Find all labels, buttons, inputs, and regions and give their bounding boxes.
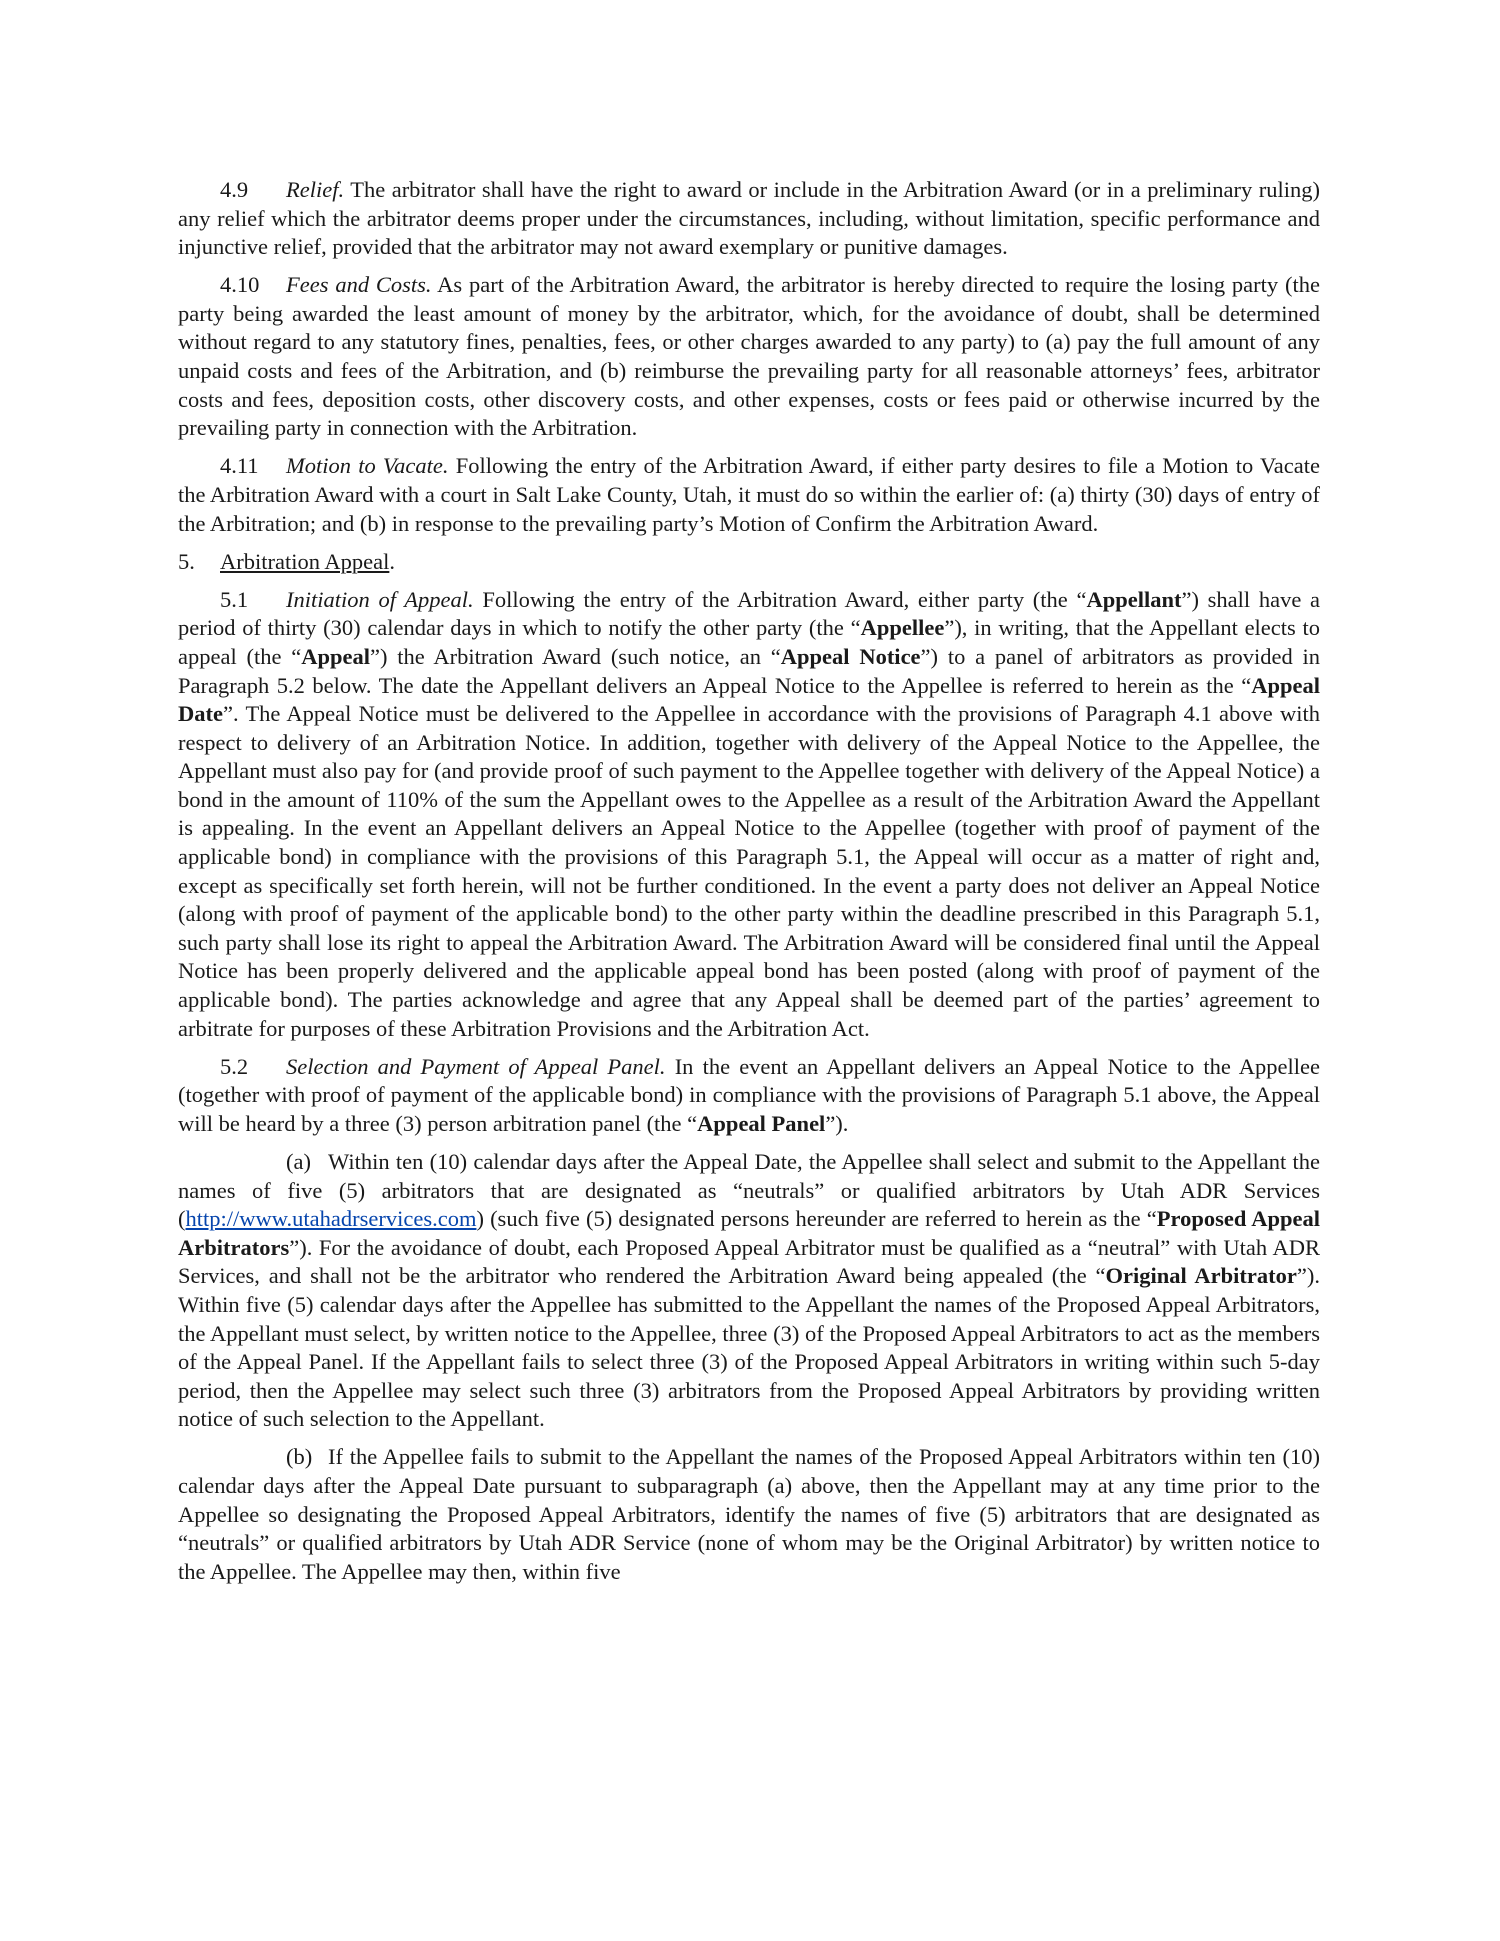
- defined-term: Appeal Panel: [697, 1110, 826, 1136]
- defined-term: Proposed Appeal Arbitrators: [178, 1206, 1320, 1260]
- subparagraph-a: (a) Within ten (10) calendar days after the Appeal Date, the Appellee shall select and submit to the Appellant the names of five (5) arbitrators that are designated as “neutrals” or qualified arbitrators by Utah ADR Services (http://www.utahadrservices.com) (such five (5) designated persons hereunder are referred to herein as the “Proposed Appeal Arbitrators”). For the avoidance of doubt, each Proposed Appeal Arbitrator must be qualified as a “neutral” with Utah ADR Services, and shall not be the arbitrator who rendered the Arbitration Award being appealed (the “Original Arbitrator”). Within five (5) calendar days after the Appellee has submitted to the Appellant the names of the Proposed Appeal Arbitrators, the Appellant must select, by written notice to the Appellee, three (3) of the Proposed Appeal Arbitrators to act as the members of the Appeal Panel. If the Appellant fails to select three (3) of the Proposed Appeal Arbitrators in writing within such 5-day period, then the Appellee may select such three (3) arbitrators from the Proposed Appeal Arbitrators by providing written notice of such selection to the Appellant.: [178, 1149, 1320, 1432]
- paragraph-4-10: [178, 271, 1320, 443]
- section-5-heading: 5. Arbitration Appeal.: [178, 548, 1320, 577]
- paragraph-text: The arbitrator shall have the right to award or include in the Arbitration Award (or in a preliminary ruling) any relief which the arbitrator deems proper under the circumstances, including, without limitation, specific performance and injunctive relief, provided that the arbitrator may not award exemplary or punitive damages.: [178, 177, 1321, 260]
- defined-term: Original Arbitrator: [1105, 1263, 1297, 1289]
- paragraph-heading: Motion to Vacate.: [286, 453, 449, 479]
- paragraph-text: If the Appellee fails to submit to the Appellant the names of the Proposed Appeal Arbitrators within ten (10) calendar days after the Appeal Date pursuant to subparagraph (a) above, then the Appellant may at any time prior to the Appellee so designating the Proposed Appeal Arbitrators, identify the names of five (5) arbitrators that are designated as “neutrals” or qualified arbitrators by Utah ADR Service (none of whom may be the Original Arbitrator) by written notice to the Appellee. The Appellee may then, within five: [178, 1444, 1320, 1584]
- document-body: [178, 176, 1320, 1596]
- defined-term: Appeal Notice: [780, 643, 921, 669]
- paragraph-heading: Selection and Payment of Appeal Panel.: [286, 1053, 666, 1079]
- paragraph-4-9: [178, 176, 1320, 262]
- paragraph-text: Following the entry of the Arbitration Award, if either party desires to file a Motion to Vacate the Arbitration Award with a court in Salt Lake County, Utah, it must do so within the earlier of: (a) thirty (30) days of entry of the Arbitration; and (b) in response to the prevailing party’s Motion of Confirm the Arbitration Award.: [178, 453, 1320, 536]
- subparagraph-label: (a): [286, 1149, 311, 1174]
- section-number: 5.: [178, 548, 195, 574]
- subparagraph-label: (b): [286, 1444, 313, 1470]
- paragraph-heading: Relief.: [286, 177, 345, 202]
- paragraph-4-11: [178, 452, 1320, 538]
- defined-term: Appeal: [301, 643, 371, 669]
- paragraph-number: 5.1: [220, 586, 249, 612]
- paragraph-number: 4.11: [220, 453, 259, 479]
- paragraph-heading: Initiation of Appeal.: [286, 586, 474, 612]
- defined-term: Appeal Date: [178, 672, 1320, 727]
- paragraph-5-1: 5.1 Initiation of Appeal. Following the entry of the Arbitration Award, either party (the “Appellant”) shall have a period of thirty (30) calendar days in which to notify the other party (the “Appellee”), in writing, that the Appellant elects to appeal (the “Appeal”) the Arbitration Award (such notice, an “Appeal Notice”) to a panel of arbitrators as provided in Paragraph 5.2 below. The date the Appellant delivers an Appeal Notice to the Appellee is referred to herein as the “Appeal Date”. The Appeal Notice must be delivered to the Appellee in accordance with the provisions of Paragraph 4.1 above with respect to delivery of an Arbitration Notice. In addition, together with delivery of the Appeal Notice to the Appellee, the Appellant must also pay for (and provide proof of such payment to the Appellee together with delivery of the Appeal Notice) a bond in the amount of 110% of the sum the Appellant owes to the Appellee as a result of the Arbitration Award the Appellant is appealing. In the event an Appellant delivers an Appeal Notice to the Appellee (together with proof of payment of the applicable bond) in compliance with the provisions of this Paragraph 5.1, the Appeal will occur as a matter of right and, except as specifically set forth herein, will not be further conditioned. In the event a party does not deliver an Appeal Notice (along with proof of payment of the applicable bond) to the other party within the deadline prescribed in this Paragraph 5.1, such party shall lose its right to appeal the Arbitration Award. The Arbitration Award will be considered final until the Appeal Notice has been properly delivered and the applicable appeal bond has been posted (along with proof of payment of the applicable bond). The parties acknowledge and agree that any Appeal shall be deemed part of the parties’ agreement to arbitrate for purposes of these Arbitration Provisions and the Arbitration Act.: [178, 586, 1321, 1041]
- paragraph-number: 4.10: [220, 272, 260, 298]
- defined-term: Appellee: [860, 615, 945, 641]
- paragraph-number: 4.9: [220, 177, 249, 202]
- paragraph-text: As part of the Arbitration Award, the arbitrator is hereby directed to require the losing party (the party being awarded the least amount of money by the arbitrator, which, for the avoidance of doubt, shall be determined without regard to any statutory fines, penalties, fees, or other charges awarded to any party) to (a) pay the full amount of any unpaid costs and fees of the Arbitration, and (b) reimburse the prevailing party for all reasonable attorneys’ fees, arbitrator costs and fees, deposition costs, other discovery costs, and other expenses, costs or fees paid or otherwise incurred by the prevailing party in connection with the Arbitration.: [178, 272, 1320, 441]
- paragraph-5-2: 5.2 Selection and Payment of Appeal Panel. In the event an Appellant delivers an Appeal Notice to the Appellee (together with proof of payment of the applicable bond) in compliance with the provisions of Paragraph 5.1 above, the Appeal will be heard by a three (3) person arbitration panel (the “Appeal Panel”).: [178, 1053, 1320, 1136]
- utah-adr-services-link[interactable]: http://www.utahadrservices.com: [185, 1206, 477, 1232]
- section-title: Arbitration Appeal: [220, 548, 390, 574]
- paragraph-heading: Fees and Costs.: [286, 272, 432, 298]
- paragraph-number: 5.2: [220, 1053, 249, 1079]
- subparagraph-b: [178, 1443, 1320, 1586]
- defined-term: Appellant: [1086, 586, 1182, 612]
